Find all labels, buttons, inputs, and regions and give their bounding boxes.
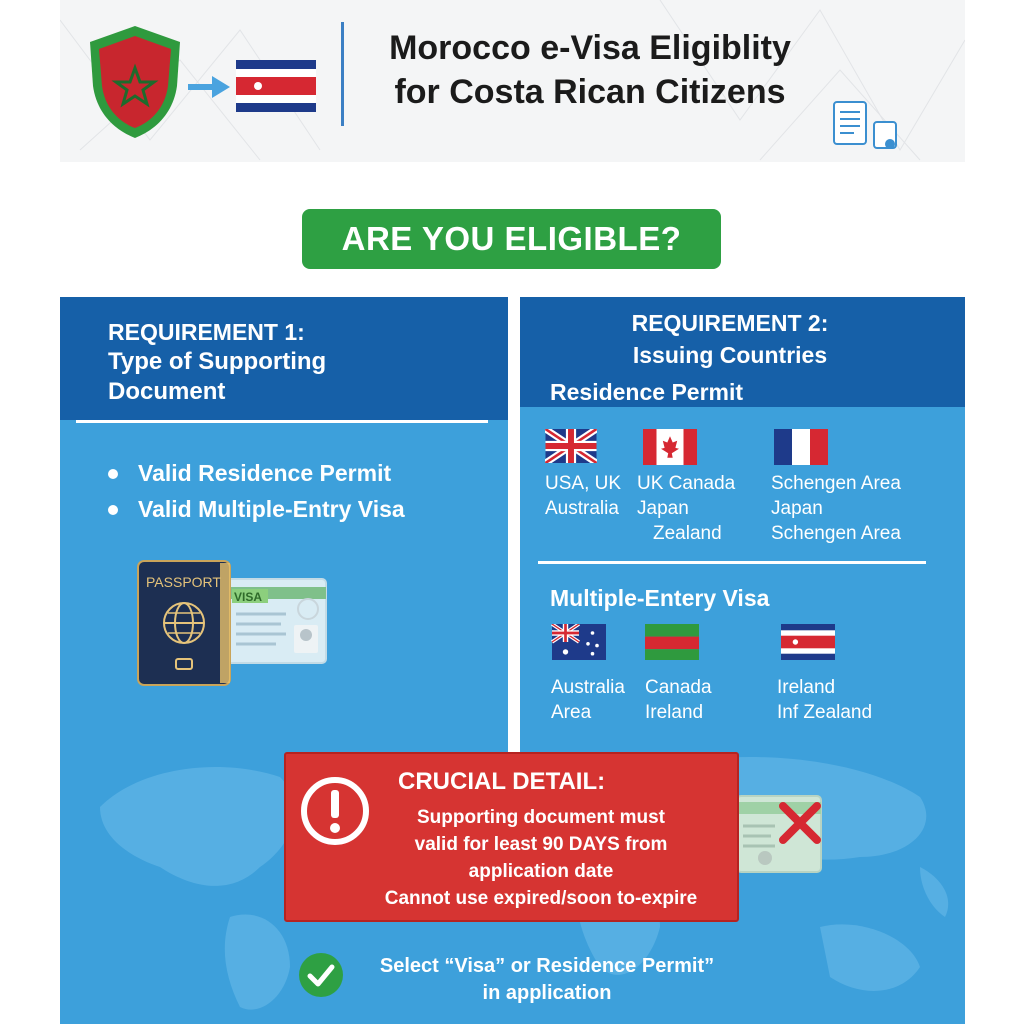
list-item: Valid Multiple-Entry Visa — [108, 491, 405, 527]
instruction-line-1: Select “Visa” or Residence Permit” — [379, 955, 715, 977]
page-title — [355, 26, 825, 114]
title-line-1: Morocco e-Visa Eligiblity — [389, 29, 791, 67]
country-label: UK Canada — [637, 473, 736, 494]
canada-flag-icon — [642, 429, 698, 465]
country-label: USA, UK — [545, 473, 622, 494]
multiple-entry-visa-title: Multiple-Entery Visa — [550, 585, 770, 611]
residence-countries-col-3 — [771, 471, 901, 546]
costa-rica-flag-icon — [780, 624, 836, 660]
requirement-1-subtitle-line-2: Document — [108, 378, 226, 405]
requirement-2-title — [520, 307, 940, 371]
costa-rica-flag-icon — [236, 60, 316, 112]
instruction-line-2: in application — [482, 982, 612, 1004]
crucial-detail-text — [346, 804, 736, 912]
country-label: Australia — [551, 677, 625, 698]
passport-label: PASSPORT — [146, 574, 221, 590]
country-label: Australia — [545, 498, 619, 519]
expired-visa-icon — [735, 792, 823, 874]
australia-flag-icon — [551, 624, 607, 660]
header-divider — [341, 22, 344, 126]
document-icons — [832, 100, 902, 154]
crucial-line-3: application date — [468, 861, 614, 882]
crucial-line-2: valid for least 90 DAYS from — [414, 834, 668, 855]
application-instruction — [352, 953, 742, 1007]
country-label: Ireland — [777, 677, 836, 698]
passport-and-visa-icon — [136, 559, 331, 689]
country-label: Schengen Area — [771, 523, 901, 544]
crucial-line-4: Cannot use expired/soon to-expire — [384, 888, 698, 909]
country-label: Zealand — [653, 523, 722, 544]
residence-countries-col-2 — [637, 471, 735, 546]
country-label: Canada — [645, 677, 712, 698]
residence-countries-col-1 — [545, 471, 621, 521]
requirement-2-label: REQUIREMENT 2: — [631, 310, 829, 336]
country-label: Inf Zealand — [777, 702, 873, 723]
requirement-1-title — [108, 317, 488, 407]
eligibility-banner: ARE YOU ELIGIBLE? — [302, 209, 721, 269]
requirement-1-subtitle-line-1: Type of Supporting — [108, 348, 327, 375]
country-label: Japan — [637, 498, 689, 519]
country-label: Ireland — [645, 702, 704, 723]
visa-label: VISA — [234, 590, 263, 604]
column-divider — [508, 297, 520, 757]
country-label: Schengen Area — [771, 473, 901, 494]
list-item: Valid Residence Permit — [108, 455, 405, 491]
morocco-shield-icon — [87, 24, 183, 140]
multiple-entry-countries-col-3 — [777, 675, 872, 725]
title-line-2: for Costa Rican Citizens — [394, 73, 786, 111]
arrow-right-icon — [188, 76, 230, 98]
crucial-detail-box — [284, 752, 739, 922]
section-divider — [538, 561, 926, 564]
green-red-flag-icon — [644, 624, 700, 660]
crucial-detail-title: CRUCIAL DETAIL: — [398, 768, 606, 795]
france-flag-icon — [773, 429, 829, 465]
requirement-2-subtitle: Issuing Countries — [632, 342, 828, 368]
crucial-line-1: Supporting document must — [416, 807, 666, 828]
document-type-list — [108, 455, 405, 527]
country-label: Area — [551, 702, 592, 723]
country-label: Japan — [771, 498, 823, 519]
multiple-entry-countries-col-2 — [645, 675, 712, 725]
requirement-1-underline — [76, 420, 488, 423]
multiple-entry-countries-col-1 — [551, 675, 625, 725]
uk-flag-icon — [545, 429, 597, 463]
residence-permit-title: Residence Permit — [550, 379, 744, 405]
checkmark-icon — [298, 952, 344, 998]
requirement-1-label: REQUIREMENT 1: — [108, 319, 305, 345]
